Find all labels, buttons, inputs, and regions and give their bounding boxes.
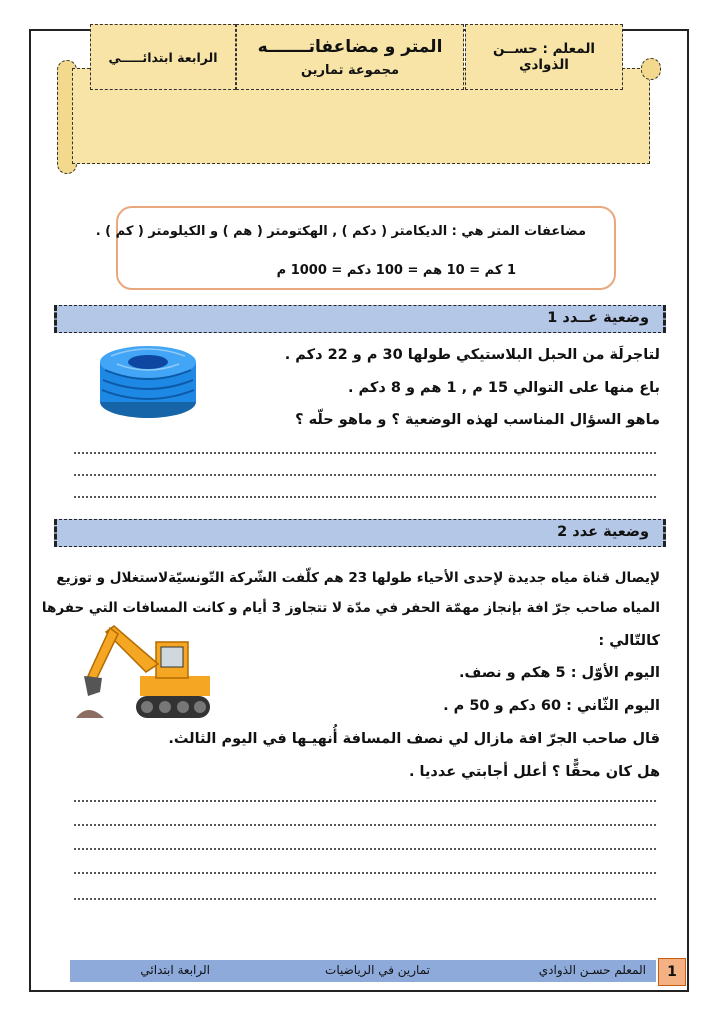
header-title-box bbox=[236, 24, 464, 90]
answer-line[interactable] bbox=[74, 800, 656, 802]
answer-line[interactable] bbox=[74, 496, 656, 498]
footer-bar bbox=[70, 960, 656, 982]
conversion-text: 1 كم = 10 هم = 100 دكم = 1000 م bbox=[276, 263, 516, 278]
situation-2-line: لإيصال قناة مياه جديدة لإحدى الأحياء طولها 23 هم كلّفت الشّركة التّونسيّةلاستغلال و توزيع bbox=[56, 570, 660, 586]
answer-line[interactable] bbox=[74, 898, 656, 900]
situation-1-heading-bar bbox=[54, 305, 666, 333]
answer-line[interactable] bbox=[74, 452, 656, 454]
footer-teacher: المعلم حسـن الذوادي bbox=[538, 963, 646, 977]
page-subtitle: مجموعة تمارين bbox=[300, 62, 400, 78]
header-level: الرابعة ابتدائـــــي bbox=[90, 24, 236, 90]
situation-2-line: هل كان محقًّا ؟ أعلل أجابتي عدديا . bbox=[408, 764, 660, 780]
answer-line[interactable] bbox=[74, 824, 656, 826]
answer-line[interactable] bbox=[74, 848, 656, 850]
page-title: المتر و مضاعفاتـــــــه bbox=[257, 36, 443, 57]
situation-2-line: قال صاحب الجرّ افة مازال لي نصف المسافة أُنهيـها في اليوم الثالث. bbox=[168, 731, 660, 747]
situation-2-line: المياه صاحب جرّ افة بإنجاز مهمّة الحفر في مدّة لا تتجاوز 3 أيام و كانت المسافات التي حفرها bbox=[41, 600, 660, 616]
footer-subject: تمارين في الرياضيات bbox=[325, 963, 430, 977]
situation-2-heading-bar bbox=[54, 519, 666, 547]
situation-2-line: اليوم الأوّل : 5 هكم و نصف. bbox=[459, 665, 660, 681]
definition-box bbox=[95, 206, 616, 290]
footer-level: الرابعة ابتدائي bbox=[140, 963, 210, 977]
page-number: 1 bbox=[658, 958, 686, 986]
situation-1-heading: وضعية عــدد 1 bbox=[547, 310, 649, 326]
answer-line[interactable] bbox=[74, 872, 656, 874]
situation-2-heading: وضعية عدد 2 bbox=[557, 524, 649, 540]
rope-image bbox=[97, 340, 199, 420]
situation-1-line: باع منها على التوالي 15 م , 1 هم و 8 دكم . bbox=[347, 380, 660, 396]
header-teacher: المعلم : حســن الذوادي bbox=[465, 24, 623, 90]
definition-text: مضاعفات المتر هي : الديكامتر ( دكم ) , الهكتومتر ( هم ) و الكيلومتر ( كم ) . bbox=[95, 224, 586, 239]
situation-2-line: اليوم الثّاني : 60 دكم و 50 م . bbox=[443, 698, 660, 714]
excavator-image bbox=[74, 620, 214, 724]
scroll-roll-right bbox=[641, 58, 661, 80]
situation-1-line: لتاجرلَة من الحبل البلاستيكي طولها 30 م و 22 دكم . bbox=[284, 347, 660, 363]
situation-1-line: ماهو السؤال المناسب لهذه الوضعية ؟ و ماهو حلّه ؟ bbox=[295, 412, 660, 428]
answer-line[interactable] bbox=[74, 474, 656, 476]
situation-2-line: كالتّالي : bbox=[598, 633, 660, 649]
